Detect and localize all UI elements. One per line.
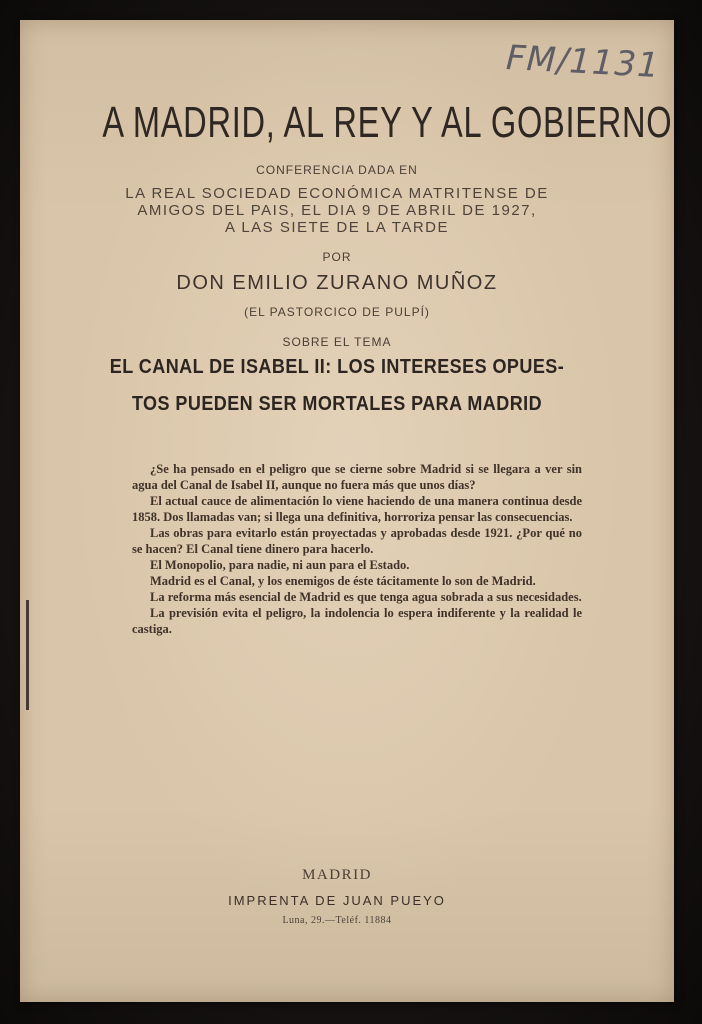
pamphlet-cover-page <box>20 20 674 1002</box>
paragraph: ¿Se ha pensado en el peligro que se cierne sobre Madrid si se llegara a ver sin agua del Canal de Isabel II, aunque no fuera más que unos días? <box>132 462 582 492</box>
paragraph: El Monopolio, para nadie, ni aun para el Estado. <box>150 558 410 572</box>
venue-line-2: AMIGOS DEL PAIS, EL DIA 9 DE ABRIL DE 1927, <box>137 202 537 219</box>
author-name: DON EMILIO ZURANO MUÑOZ <box>176 272 498 294</box>
lecture-summary <box>132 461 582 637</box>
paragraph: Las obras para evitarlo están proyectadas y aprobadas desde 1921. ¿Por qué no se hacen? El Canal tiene dinero para hacerlo. <box>132 526 582 556</box>
by-label: POR <box>322 250 352 264</box>
binding-edge-mark <box>26 600 29 710</box>
paragraph: Madrid es el Canal, y los enemigos de éste tácitamente lo son de Madrid. <box>150 574 536 588</box>
venue-line-3: A LAS SIETE DE LA TARDE <box>224 219 450 236</box>
imprint-city: MADRID <box>302 867 372 883</box>
subtitle-intro: CONFERENCIA DADA EN <box>256 163 418 177</box>
main-title: A MADRID, AL REY Y AL GOBIERNO <box>102 98 673 147</box>
paragraph: La reforma más esencial de Madrid es que tenga agua sobrada a sus necesidades. <box>150 590 582 604</box>
paragraph: La previsión evita el peligro, la indolencia lo espera indiferente y la realidad le castiga. <box>132 606 582 636</box>
handwritten-shelfmark: FM/1131 <box>505 38 661 86</box>
imprint-press: IMPRENTA DE JUAN PUEYO <box>228 893 446 908</box>
topic-intro: SOBRE EL TEMA <box>282 335 392 349</box>
topic-line-1: EL CANAL DE ISABEL II: LOS INTERESES OPUES- <box>109 356 565 378</box>
paragraph: El actual cauce de alimentación lo viene haciendo de una manera continua desde 1858. Dos llamadas van; si llega una definitiva, horroriza pensar las consecuencias. <box>132 494 582 524</box>
topic-line-2: TOS PUEDEN SER MORTALES PARA MADRID <box>131 393 543 415</box>
author-pseudonym: (EL PASTORCICO DE PULPÍ) <box>244 305 430 319</box>
venue-line-1: LA REAL SOCIEDAD ECONÓMICA MATRITENSE DE <box>125 185 549 202</box>
imprint-address: Luna, 29.—Teléf. 11884 <box>282 915 392 926</box>
